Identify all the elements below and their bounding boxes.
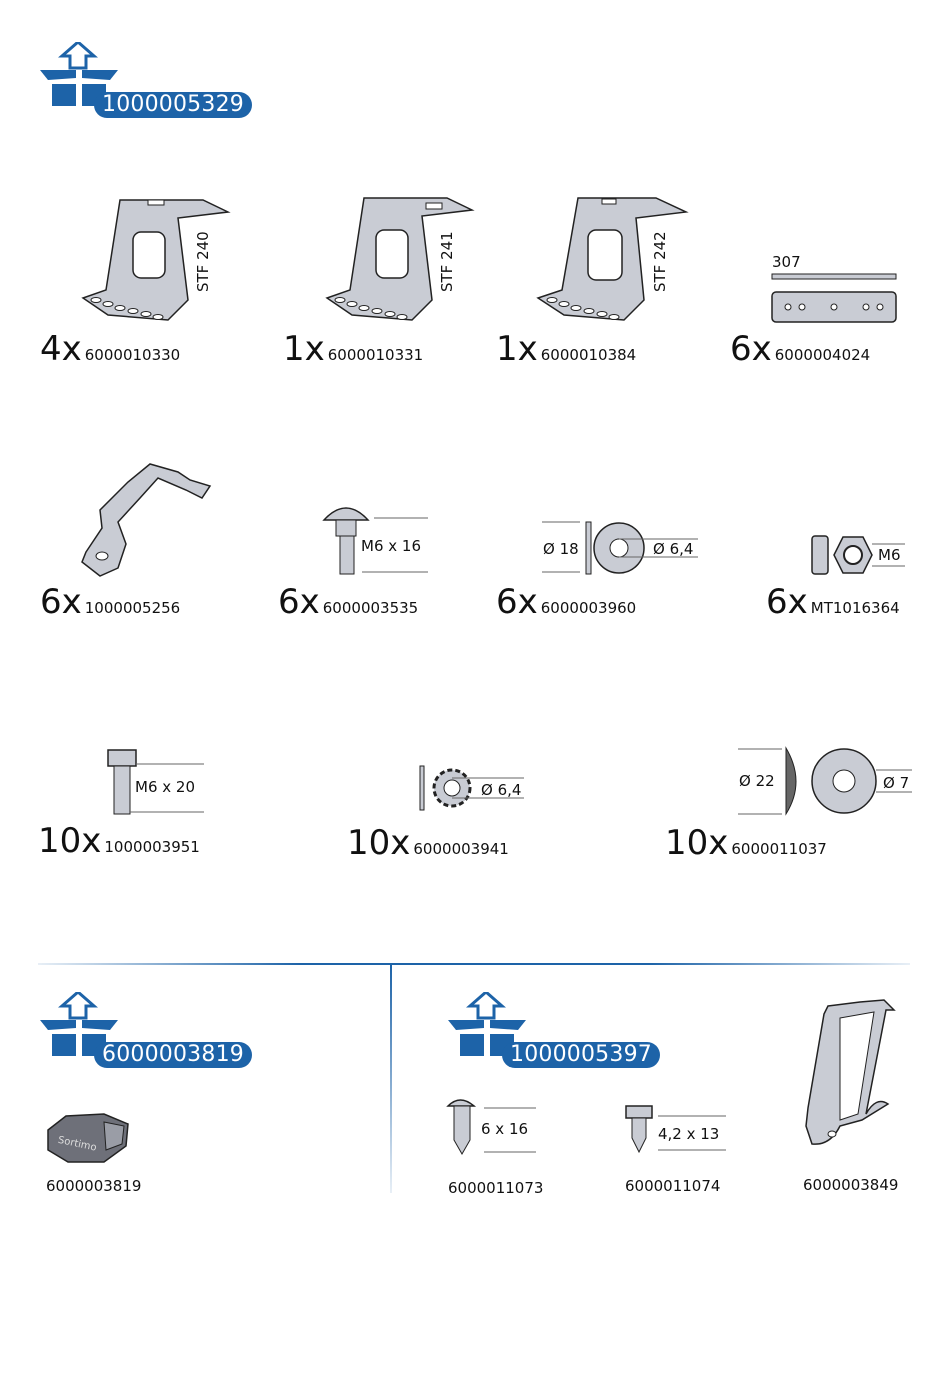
- vertical-divider: [390, 965, 392, 1193]
- dimension-outer: Ø 18: [543, 540, 579, 558]
- quantity: 10x: [665, 823, 729, 863]
- part-code: 6000003960: [540, 599, 637, 617]
- item-6000003960: [496, 582, 637, 622]
- package-number: 1000005397: [502, 1042, 660, 1068]
- part-code: 6000003849: [803, 1176, 899, 1194]
- quantity: 6x: [730, 329, 772, 369]
- dimension-label: 307: [772, 253, 801, 271]
- quantity: 10x: [347, 823, 411, 863]
- part-code: 6000004024: [774, 346, 871, 364]
- package-number: 6000003819: [94, 1042, 252, 1068]
- quantity: 10x: [38, 821, 102, 861]
- part-label-stf241: STF 241: [438, 231, 456, 292]
- part-code: 6000011037: [731, 840, 827, 858]
- quantity: 6x: [766, 582, 808, 622]
- item-6000010384: [496, 329, 637, 369]
- item-6000003941: [347, 823, 509, 863]
- quantity: 6x: [40, 582, 82, 622]
- part-code: 6000010331: [327, 346, 424, 364]
- part-code: 6000011074: [625, 1177, 721, 1195]
- part-code: 6000010384: [540, 346, 637, 364]
- package-header-right: [446, 992, 676, 1077]
- item-6000010330: [40, 329, 181, 369]
- sortimo-clip-image: [44, 1110, 134, 1166]
- quantity: 6x: [496, 582, 538, 622]
- package-header-left: [38, 992, 268, 1077]
- flat-bar-image: [770, 270, 900, 330]
- dimension-label: M6 x 20: [135, 778, 195, 796]
- dimension-label: 6 x 16: [481, 1120, 529, 1138]
- part-label-stf240: STF 240: [194, 231, 212, 292]
- dimension-label: Ø 6,4: [481, 781, 522, 799]
- part-code: 1000005256: [84, 599, 181, 617]
- dimension-inner: Ø 7: [883, 774, 910, 792]
- dimension-inner: Ø 6,4: [653, 540, 694, 558]
- quantity: 6x: [278, 582, 320, 622]
- bracket-stf241-image: [322, 190, 482, 330]
- part-code: 6000011073: [448, 1179, 544, 1197]
- part-label-stf242: STF 242: [651, 231, 669, 292]
- item-1000003951: [38, 821, 200, 861]
- part-code: 6000003941: [413, 840, 509, 858]
- quantity: 4x: [40, 329, 82, 369]
- part-code: MT1016364: [810, 599, 900, 617]
- strap-bracket-image: [78, 460, 218, 580]
- part-code: 1000003951: [104, 838, 200, 856]
- bracket-stf242-image: [536, 190, 696, 330]
- item-1000005256: [40, 582, 181, 622]
- item-6000011037: [665, 823, 827, 863]
- dimension-label: M6 x 16: [361, 537, 421, 555]
- section-divider: [38, 963, 910, 965]
- dimension-label: 4,2 x 13: [658, 1125, 720, 1143]
- item-MT1016364: [766, 582, 900, 622]
- quantity: 1x: [496, 329, 538, 369]
- item-6000010331: [283, 329, 424, 369]
- dimension-outer: Ø 22: [739, 772, 775, 790]
- part-code: 6000003819: [46, 1177, 142, 1195]
- dimension-label: M6: [878, 546, 901, 564]
- u-bracket-image: [800, 996, 900, 1152]
- part-code: 6000010330: [84, 346, 181, 364]
- bracket-stf240-image: [78, 190, 238, 330]
- quantity: 1x: [283, 329, 325, 369]
- package-header-main: [38, 42, 268, 127]
- sortimo-logo-text: Sortimo: [56, 1134, 98, 1154]
- package-number: 1000005329: [94, 92, 252, 118]
- item-6000003535: [278, 582, 419, 622]
- part-code: 6000003535: [322, 599, 419, 617]
- item-6000004024: [730, 329, 871, 369]
